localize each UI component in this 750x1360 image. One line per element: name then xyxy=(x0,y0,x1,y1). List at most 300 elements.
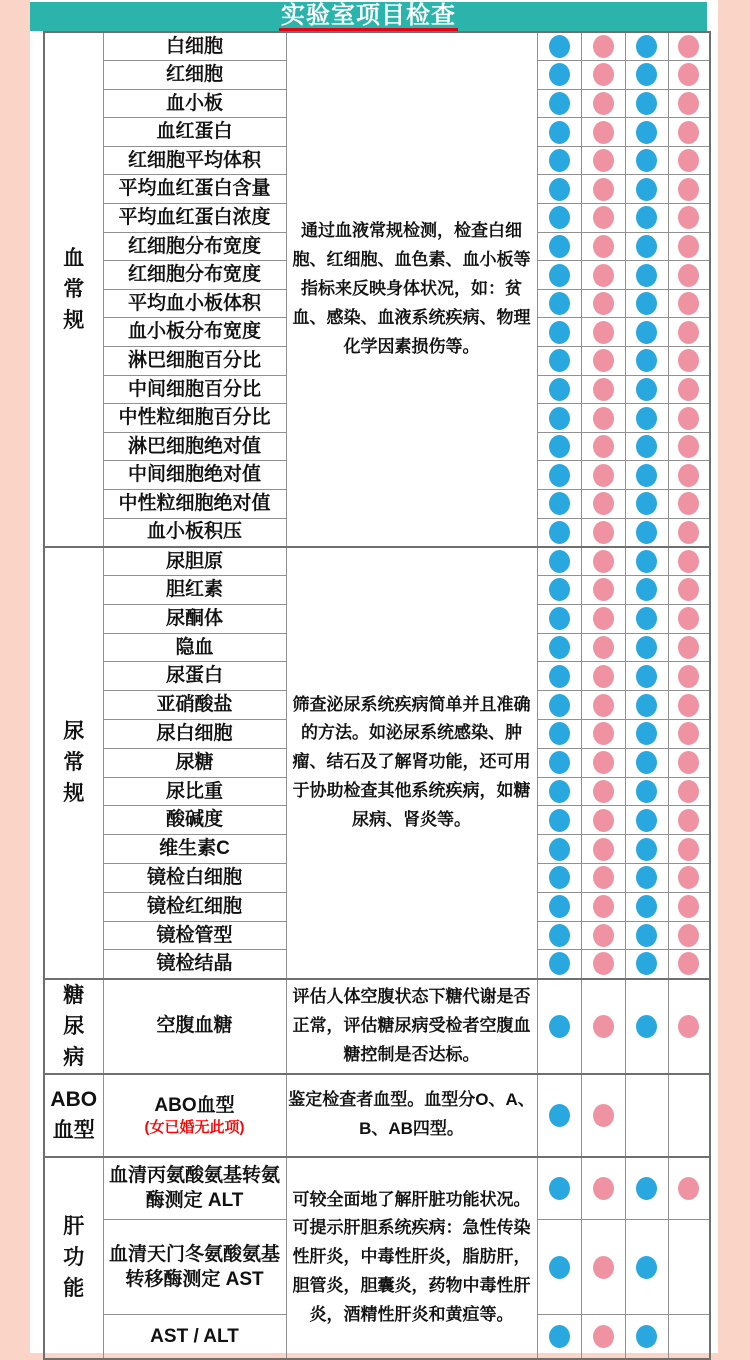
item-name: 血小板分布宽度 xyxy=(127,321,261,343)
item-name: 淋巴细胞绝对值 xyxy=(127,435,261,457)
package-dot-cell xyxy=(581,375,625,404)
included-dot-icon xyxy=(593,407,614,430)
package-dot-cell xyxy=(537,89,581,118)
item-name: 镜检结晶 xyxy=(156,953,233,975)
included-dot-icon xyxy=(636,722,657,745)
included-dot-icon xyxy=(549,550,570,573)
package-dot-cell xyxy=(625,347,668,376)
included-dot-icon xyxy=(549,464,570,487)
item-name: 尿蛋白 xyxy=(165,665,223,687)
item-name-cell xyxy=(103,719,286,748)
included-dot-icon xyxy=(549,378,570,401)
included-dot-icon xyxy=(678,407,699,430)
package-dot-cell xyxy=(625,691,668,720)
section-category-line: 糖 xyxy=(63,983,85,1007)
included-dot-icon xyxy=(593,1104,614,1127)
item-name-cell xyxy=(103,232,286,261)
included-dot-icon xyxy=(593,780,614,803)
package-dot-cell xyxy=(625,719,668,748)
section-category-line: 血 xyxy=(63,246,85,270)
item-name-cell xyxy=(103,950,286,979)
package-dot-cell xyxy=(537,289,581,318)
item-name: 血小板积压 xyxy=(146,521,242,543)
included-dot-icon xyxy=(636,521,657,544)
package-dot-cell xyxy=(581,89,625,118)
item-name-cell xyxy=(103,118,286,147)
section-category-line: 尿 xyxy=(63,720,85,744)
package-dot-cell xyxy=(537,863,581,892)
included-dot-icon xyxy=(593,550,614,573)
package-dot-cell xyxy=(668,604,710,633)
package-dot-cell xyxy=(581,118,625,147)
package-dot-cell xyxy=(537,979,581,1074)
package-dot-cell xyxy=(625,835,668,864)
included-dot-icon xyxy=(593,665,614,688)
included-dot-icon xyxy=(549,895,570,918)
item-name-cell xyxy=(103,261,286,290)
included-dot-icon xyxy=(549,121,570,144)
table-row xyxy=(44,547,710,576)
table-row xyxy=(44,32,710,61)
included-dot-icon xyxy=(593,636,614,659)
item-name: 红细胞分布宽度 xyxy=(127,235,261,257)
package-dot-cell xyxy=(537,375,581,404)
package-dot-cell xyxy=(625,61,668,90)
included-dot-icon xyxy=(636,435,657,458)
package-dot-cell xyxy=(625,575,668,604)
package-dot-cell xyxy=(668,1074,710,1157)
item-name-cell xyxy=(103,61,286,90)
package-dot-cell xyxy=(581,892,625,921)
item-name-cell xyxy=(103,490,286,519)
included-dot-icon xyxy=(678,121,699,144)
included-dot-icon xyxy=(678,149,699,172)
package-dot-cell xyxy=(668,318,710,347)
package-dot-cell xyxy=(668,691,710,720)
included-dot-icon xyxy=(678,264,699,287)
package-dot-cell xyxy=(581,232,625,261)
included-dot-icon xyxy=(678,694,699,717)
item-name: 血清丙氨酸氨基转氨酶测定 ALT xyxy=(108,1164,280,1212)
section-description: 通过血液常规检测，检查白细胞、红细胞、血色素、血小板等指标来反映身体状况，如：贫血、感染、血液系统疾病、物理化学因素损伤等。 xyxy=(286,32,537,547)
package-dot-cell xyxy=(537,575,581,604)
included-dot-icon xyxy=(678,492,699,515)
table-row xyxy=(44,1074,710,1157)
included-dot-icon xyxy=(593,722,614,745)
included-dot-icon xyxy=(593,349,614,372)
package-dot-cell xyxy=(625,1074,668,1157)
included-dot-icon xyxy=(549,521,570,544)
included-dot-icon xyxy=(549,952,570,975)
included-dot-icon xyxy=(678,92,699,115)
included-dot-icon xyxy=(678,780,699,803)
package-dot-cell xyxy=(537,432,581,461)
item-name: 白细胞 xyxy=(165,35,223,57)
package-dot-cell xyxy=(625,777,668,806)
item-name-cell xyxy=(103,575,286,604)
item-name-cell xyxy=(103,89,286,118)
item-name: AST / ALT xyxy=(150,1325,239,1347)
package-dot-cell xyxy=(625,32,668,61)
included-dot-icon xyxy=(636,492,657,515)
package-dot-cell xyxy=(625,1315,668,1359)
page-title: 实验室项目检查 xyxy=(281,1,456,29)
included-dot-icon xyxy=(636,895,657,918)
item-name: 酸碱度 xyxy=(165,809,223,831)
package-dot-cell xyxy=(668,289,710,318)
included-dot-icon xyxy=(549,264,570,287)
package-dot-cell xyxy=(581,1220,625,1315)
included-dot-icon xyxy=(636,63,657,86)
included-dot-icon xyxy=(678,63,699,86)
included-dot-icon xyxy=(636,1256,657,1279)
included-dot-icon xyxy=(593,924,614,947)
section-category-line: 病 xyxy=(63,1045,85,1069)
package-dot-cell xyxy=(625,604,668,633)
item-name: 尿糖 xyxy=(175,751,214,773)
section-description: 评估人体空腹状态下糖代谢是否正常，评估糖尿病受检者空腹血糖控制是否达标。 xyxy=(286,979,537,1074)
included-dot-icon xyxy=(549,63,570,86)
item-name: 中间细胞绝对值 xyxy=(127,464,261,486)
package-dot-cell xyxy=(581,61,625,90)
package-dot-cell xyxy=(668,806,710,835)
item-name-cell xyxy=(103,1220,286,1315)
package-dot-cell xyxy=(668,490,710,519)
package-dot-cell xyxy=(668,979,710,1074)
included-dot-icon xyxy=(678,866,699,889)
package-dot-cell xyxy=(668,518,710,547)
included-dot-icon xyxy=(636,694,657,717)
package-dot-cell xyxy=(625,806,668,835)
included-dot-icon xyxy=(593,521,614,544)
included-dot-icon xyxy=(549,722,570,745)
package-dot-cell xyxy=(625,261,668,290)
item-name-cell xyxy=(103,691,286,720)
package-dot-cell xyxy=(668,575,710,604)
included-dot-icon xyxy=(636,924,657,947)
item-name: 中性粒细胞百分比 xyxy=(118,407,271,429)
included-dot-icon xyxy=(636,464,657,487)
header-bar xyxy=(30,2,707,31)
package-dot-cell xyxy=(668,835,710,864)
package-dot-cell xyxy=(668,232,710,261)
package-dot-cell xyxy=(537,662,581,691)
item-name: 镜检白细胞 xyxy=(146,867,242,889)
section-category-line: ABO xyxy=(50,1088,98,1112)
included-dot-icon xyxy=(593,292,614,315)
package-dot-cell xyxy=(625,950,668,979)
item-name-cell xyxy=(103,662,286,691)
package-dot-cell xyxy=(625,89,668,118)
package-dot-cell xyxy=(581,289,625,318)
item-name: 平均血红蛋白浓度 xyxy=(118,207,271,229)
package-dot-cell xyxy=(537,1220,581,1315)
item-name: ABO血型 xyxy=(154,1094,235,1116)
package-dot-cell xyxy=(537,633,581,662)
included-dot-icon xyxy=(549,694,570,717)
item-name: 血小板 xyxy=(165,92,223,114)
item-name-cell xyxy=(103,806,286,835)
package-dot-cell xyxy=(537,232,581,261)
package-dot-cell xyxy=(581,691,625,720)
included-dot-icon xyxy=(549,751,570,774)
package-dot-cell xyxy=(668,32,710,61)
included-dot-icon xyxy=(593,895,614,918)
included-dot-icon xyxy=(593,809,614,832)
included-dot-icon xyxy=(593,694,614,717)
package-dot-cell xyxy=(581,633,625,662)
included-dot-icon xyxy=(593,1256,614,1279)
included-dot-icon xyxy=(636,809,657,832)
package-dot-cell xyxy=(581,950,625,979)
package-dot-cell xyxy=(537,1315,581,1359)
included-dot-icon xyxy=(636,178,657,201)
item-name: 尿白细胞 xyxy=(156,723,233,745)
included-dot-icon xyxy=(593,952,614,975)
included-dot-icon xyxy=(636,751,657,774)
package-dot-cell xyxy=(581,1074,625,1157)
included-dot-icon xyxy=(593,378,614,401)
included-dot-icon xyxy=(636,121,657,144)
item-name: 淋巴细胞百分比 xyxy=(127,350,261,371)
included-dot-icon xyxy=(549,206,570,229)
included-dot-icon xyxy=(678,349,699,372)
included-dot-icon xyxy=(678,235,699,258)
item-name: 隐血 xyxy=(175,636,214,658)
item-name-cell xyxy=(103,146,286,175)
package-dot-cell xyxy=(537,461,581,490)
included-dot-icon xyxy=(593,264,614,287)
section-category-line: 常 xyxy=(63,277,85,301)
included-dot-icon xyxy=(549,636,570,659)
package-dot-cell xyxy=(668,633,710,662)
included-dot-icon xyxy=(549,1015,570,1038)
item-name-cell xyxy=(103,518,286,547)
package-dot-cell xyxy=(625,118,668,147)
included-dot-icon xyxy=(636,92,657,115)
section-category xyxy=(44,1074,103,1157)
included-dot-icon xyxy=(549,838,570,861)
item-name: 平均血红蛋白含量 xyxy=(118,178,271,200)
package-dot-cell xyxy=(668,404,710,433)
item-name-cell xyxy=(103,921,286,950)
package-dot-cell xyxy=(625,547,668,576)
package-dot-cell xyxy=(625,892,668,921)
item-name-cell xyxy=(103,175,286,204)
package-dot-cell xyxy=(625,518,668,547)
package-dot-cell xyxy=(537,518,581,547)
package-dot-cell xyxy=(625,662,668,691)
included-dot-icon xyxy=(549,321,570,344)
item-name-cell xyxy=(103,375,286,404)
package-dot-cell xyxy=(668,175,710,204)
included-dot-icon xyxy=(636,407,657,430)
item-name-cell xyxy=(103,863,286,892)
package-dot-cell xyxy=(537,146,581,175)
included-dot-icon xyxy=(549,924,570,947)
package-dot-cell xyxy=(537,404,581,433)
included-dot-icon xyxy=(678,722,699,745)
package-dot-cell xyxy=(625,289,668,318)
package-dot-cell xyxy=(537,547,581,576)
package-dot-cell xyxy=(625,375,668,404)
package-dot-cell xyxy=(537,719,581,748)
included-dot-icon xyxy=(636,378,657,401)
item-name-cell xyxy=(103,892,286,921)
item-name: 红细胞 xyxy=(165,64,223,86)
included-dot-icon xyxy=(593,35,614,58)
package-dot-cell xyxy=(537,1157,581,1220)
package-dot-cell xyxy=(668,863,710,892)
section-category-line: 常 xyxy=(63,751,85,775)
included-dot-icon xyxy=(636,838,657,861)
package-dot-cell xyxy=(581,719,625,748)
included-dot-icon xyxy=(549,1104,570,1127)
package-dot-cell xyxy=(581,1157,625,1220)
item-note: (女已婚无此项) xyxy=(144,1118,245,1136)
included-dot-icon xyxy=(549,780,570,803)
included-dot-icon xyxy=(636,550,657,573)
package-dot-cell xyxy=(668,921,710,950)
included-dot-icon xyxy=(593,464,614,487)
item-name: 镜检管型 xyxy=(156,924,233,946)
included-dot-icon xyxy=(549,149,570,172)
included-dot-icon xyxy=(593,92,614,115)
section-category xyxy=(44,1157,103,1359)
included-dot-icon xyxy=(636,780,657,803)
package-dot-cell xyxy=(668,89,710,118)
package-dot-cell xyxy=(537,806,581,835)
package-dot-cell xyxy=(625,232,668,261)
package-dot-cell xyxy=(581,490,625,519)
included-dot-icon xyxy=(549,1325,570,1348)
included-dot-icon xyxy=(549,665,570,688)
item-name-cell xyxy=(103,777,286,806)
included-dot-icon xyxy=(678,550,699,573)
included-dot-icon xyxy=(593,838,614,861)
package-dot-cell xyxy=(668,719,710,748)
item-name: 胆红素 xyxy=(165,579,223,601)
item-name: 尿酮体 xyxy=(165,607,223,629)
package-dot-cell xyxy=(537,261,581,290)
included-dot-icon xyxy=(549,235,570,258)
included-dot-icon xyxy=(678,321,699,344)
included-dot-icon xyxy=(593,492,614,515)
package-dot-cell xyxy=(537,604,581,633)
package-dot-cell xyxy=(625,175,668,204)
item-name: 平均血小板体积 xyxy=(127,292,261,314)
item-name: 亚硝酸盐 xyxy=(156,694,233,716)
item-name: 血清天门冬氨酸氨基转移酶测定 AST xyxy=(108,1243,280,1291)
included-dot-icon xyxy=(593,63,614,86)
package-dot-cell xyxy=(537,61,581,90)
package-dot-cell xyxy=(668,146,710,175)
section-category xyxy=(44,32,103,547)
package-dot-cell xyxy=(581,204,625,233)
item-name: 尿胆原 xyxy=(165,550,223,572)
package-dot-cell xyxy=(668,261,710,290)
package-dot-cell xyxy=(625,490,668,519)
section-description: 鉴定检查者血型。血型分O、A、B、AB四型。 xyxy=(286,1074,537,1157)
package-dot-cell xyxy=(537,318,581,347)
package-dot-cell xyxy=(625,146,668,175)
package-dot-cell xyxy=(668,748,710,777)
package-dot-cell xyxy=(581,347,625,376)
package-dot-cell xyxy=(581,777,625,806)
table-row xyxy=(44,1157,710,1220)
package-dot-cell xyxy=(581,518,625,547)
package-dot-cell xyxy=(625,461,668,490)
item-name-cell xyxy=(103,32,286,61)
included-dot-icon xyxy=(636,321,657,344)
included-dot-icon xyxy=(678,607,699,630)
lab-test-table xyxy=(43,31,711,1360)
package-dot-cell xyxy=(625,921,668,950)
package-dot-cell xyxy=(537,777,581,806)
package-dot-cell xyxy=(668,204,710,233)
package-dot-cell xyxy=(537,204,581,233)
package-dot-cell xyxy=(537,835,581,864)
content-sheet xyxy=(30,0,718,1353)
included-dot-icon xyxy=(678,665,699,688)
included-dot-icon xyxy=(549,1177,570,1200)
package-dot-cell xyxy=(625,432,668,461)
included-dot-icon xyxy=(636,1177,657,1200)
item-name-cell xyxy=(103,432,286,461)
package-dot-cell xyxy=(668,547,710,576)
included-dot-icon xyxy=(549,349,570,372)
package-dot-cell xyxy=(581,547,625,576)
item-name: 中性粒细胞绝对值 xyxy=(118,492,271,514)
section-category-line: 血型 xyxy=(52,1119,95,1143)
package-dot-cell xyxy=(581,979,625,1074)
included-dot-icon xyxy=(678,1015,699,1038)
section-category-line: 规 xyxy=(63,782,85,806)
package-dot-cell xyxy=(625,204,668,233)
item-name-cell xyxy=(103,547,286,576)
included-dot-icon xyxy=(593,578,614,601)
section-category-line: 肝 xyxy=(63,1215,85,1239)
section-category-line: 能 xyxy=(63,1277,85,1301)
package-dot-cell xyxy=(581,863,625,892)
section-description: 可较全面地了解肝脏功能状况。可提示肝胆系统疾病：急性传染性肝炎，中毒性肝炎，脂肪肝，胆管炎，胆囊炎，药物中毒性肝炎，酒精性肝炎和黄疸等。 xyxy=(286,1157,537,1359)
item-name-cell xyxy=(103,633,286,662)
included-dot-icon xyxy=(549,492,570,515)
package-dot-cell xyxy=(668,892,710,921)
section-category-line: 规 xyxy=(63,308,85,332)
included-dot-icon xyxy=(636,665,657,688)
package-dot-cell xyxy=(581,806,625,835)
package-dot-cell xyxy=(581,604,625,633)
included-dot-icon xyxy=(636,607,657,630)
included-dot-icon xyxy=(549,607,570,630)
included-dot-icon xyxy=(593,121,614,144)
included-dot-icon xyxy=(636,206,657,229)
package-dot-cell xyxy=(625,1157,668,1220)
included-dot-icon xyxy=(678,952,699,975)
package-dot-cell xyxy=(668,118,710,147)
package-dot-cell xyxy=(537,748,581,777)
included-dot-icon xyxy=(593,866,614,889)
package-dot-cell xyxy=(537,32,581,61)
included-dot-icon xyxy=(549,178,570,201)
package-dot-cell xyxy=(581,575,625,604)
included-dot-icon xyxy=(549,35,570,58)
package-dot-cell xyxy=(581,835,625,864)
item-name: 红细胞分布宽度 xyxy=(127,264,261,286)
included-dot-icon xyxy=(678,1177,699,1200)
included-dot-icon xyxy=(636,636,657,659)
